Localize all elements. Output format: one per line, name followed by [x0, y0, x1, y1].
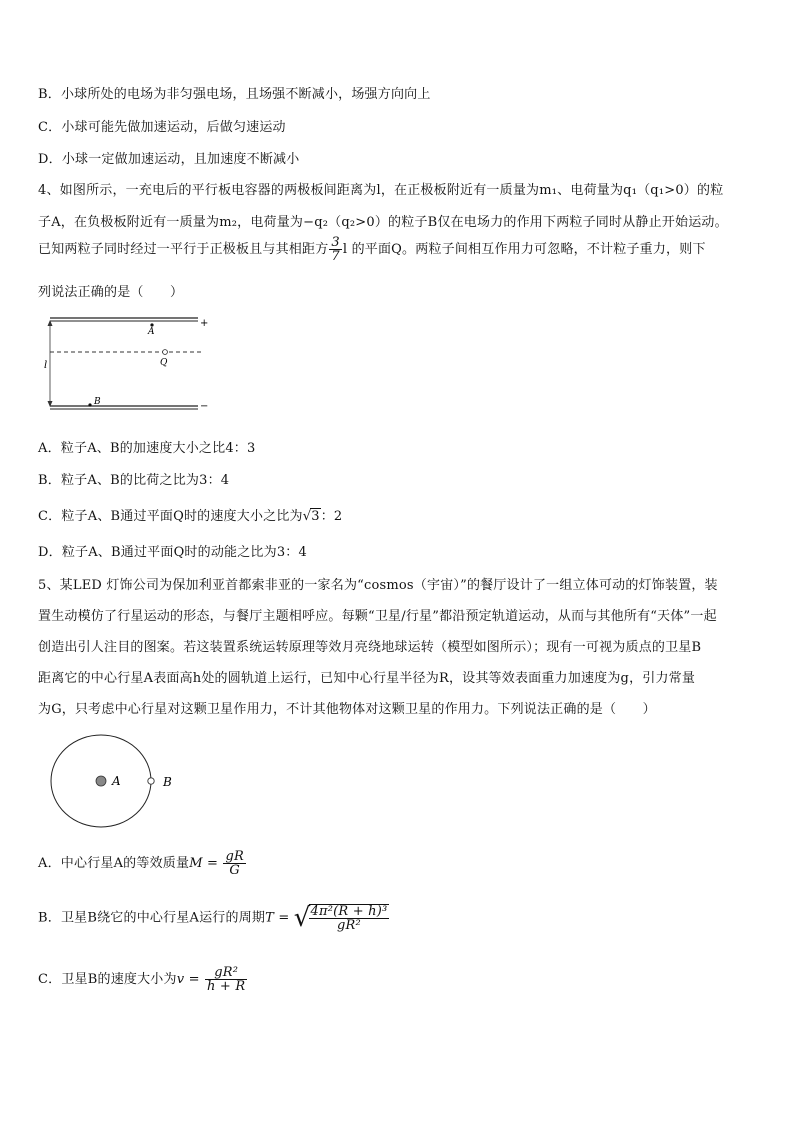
q3-option-b: B．小球所处的电场为非匀强电场，且场强不断减小，场强方向向上 — [38, 87, 431, 102]
q4-option-a: A．粒子A、B的加速度大小之比4：3 — [38, 441, 256, 456]
q5-stem-line-1: 5、某LED 灯饰公司为保加利亚首都索非亚的一家名为“cosmos（宇宙）”的餐厅设计了一组立体可动的灯饰装置，装 — [38, 578, 718, 593]
sqrt-sign: √ — [293, 903, 311, 933]
q5-stem-line-5: 为G，只考虑中心行星对这颗卫星作用力，不计其他物体对这颗卫星的作用力。下列说法正确的是（ ） — [38, 702, 656, 717]
q4-stem-line-4: 列说法正确的是（ ） — [38, 285, 184, 300]
q5-option-c: C．卫星B的速度大小为v = $\frac{\text{gR²}}{h + R}$ — [38, 965, 246, 994]
q4-option-b: B．粒子A、B的比荷之比为3：4 — [38, 473, 230, 488]
label-planet-a: A — [112, 774, 121, 788]
label-l: l — [44, 360, 48, 371]
fraction-3-7: $\frac{3}{7}$ — [331, 235, 340, 264]
q3-option-d: D．小球一定做加速运动，且加速度不断减小 — [38, 152, 300, 167]
q5-stem-line-4: 距离它的中心行星A表面高h处的圆轨道上运行，已知中心行星半径为R，设其等效表面重力加速度为g，引力常量 — [38, 671, 696, 686]
q5-option-a: A．中心行星A的等效质量M = $\frac{gR}{G}$ — [38, 849, 244, 878]
q5-stem-line-3: 创造出引人注目的图案。若这装置系统运转原理等效月亮绕地球运转（模型如图所示）；现有一可视为质点的卫星B — [38, 640, 702, 655]
label-q: Q — [160, 358, 168, 368]
q4-option-d: D．粒子A、B通过平面Q时的动能之比为3：4 — [38, 545, 307, 560]
formula-velocity: $\frac{\text{gR²}}{h + R}$ — [207, 965, 246, 994]
q4-stem-line-1: 4、如图所示，一充电后的平行板电容器的两极板间距离为l，在正极板附近有一质量为m₁、电荷量为q₁（q₁>0）的粒 — [38, 183, 724, 198]
capacitor-diagram — [38, 312, 218, 416]
q3-option-c: C．小球可能先做加速运动，后做匀速运动 — [38, 120, 286, 135]
minus-sign: − — [200, 401, 209, 412]
satellite-b — [148, 778, 154, 784]
label-b: B — [94, 397, 101, 407]
q4-stem-text-b: l 的平面Q。两粒子间相互作用力可忽略，不计粒子重力，则下 — [342, 242, 706, 257]
q4-stem-text-a: 已知两粒子同时经过一平行于正极板且与其相距方 — [38, 242, 329, 257]
point-q — [163, 350, 168, 355]
orbit-diagram — [50, 733, 200, 833]
formula-mass: $\frac{gR}{G}$ — [225, 849, 244, 878]
planet-a — [96, 776, 106, 786]
q4-stem-line-2: 子A，在负极板附近有一质量为m₂，电荷量为−q₂（q₂>0）的粒子B仅在电场力的作用下两粒子同时从静止开始运动。 — [38, 215, 728, 230]
sqrt-3: √3 — [302, 509, 320, 524]
q5-stem-line-2: 置生动模仿了行星运动的形态，与餐厅主题相呼应。每颗“卫星/行星”都沿预定轨道运动，从而与其他所有“天体”一起 — [38, 609, 717, 624]
label-satellite-b: B — [163, 775, 172, 789]
q5-option-b: B．卫星B绕它的中心行星A运行的周期T = √ $\frac{\text{4π²(R + h)³}}{\text{gR²}}$ — [38, 903, 388, 933]
q4-option-c: C．粒子A、B通过平面Q时的速度大小之比为√3：2 — [38, 509, 343, 524]
particle-b-dot — [88, 403, 91, 406]
formula-period: $\frac{\text{4π²(R + h)³}}{\text{gR²}}$ — [310, 904, 388, 933]
q4-stem-line-3 — [38, 236, 706, 263]
label-a: A — [148, 327, 155, 337]
plus-sign: + — [200, 318, 209, 329]
